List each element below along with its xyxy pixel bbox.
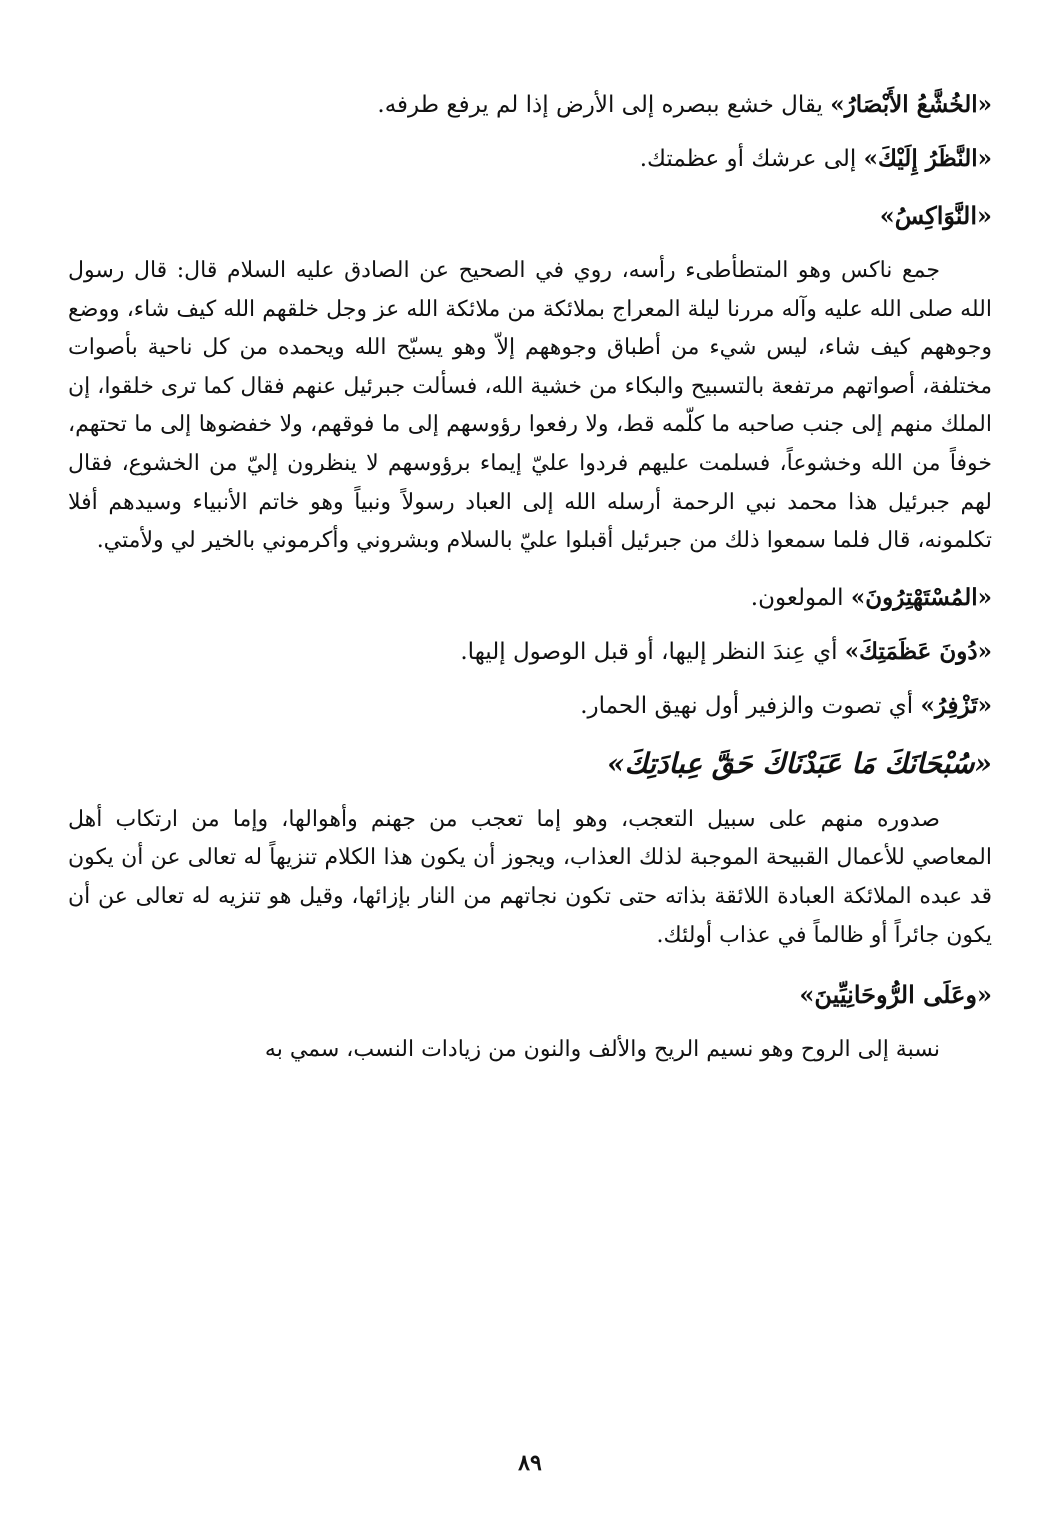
paragraph-subhanak [68, 801, 992, 955]
entry-term: «المُسْتَهْتِرُونَ» [850, 583, 992, 611]
entry-text: المولعون. [750, 584, 851, 611]
heading-nawakis: «النَّوَاكِسُ» [879, 201, 992, 230]
paragraph-nawakis [68, 252, 992, 561]
paragraph-ruhaniyyin [68, 1031, 992, 1070]
entry-term: «دُونَ عَظَمَتِكَ» [844, 637, 992, 665]
paragraph-text: جمع ناكس وهو المتطأطىء رأسه، روي في الصحيح عن الصادق عليه السلام قال: قال رسول الله صلى الله عليه وآله مررنا ليلة المعراج بملائكة من ملائكة الله عز وجل خلقهم الله كيف شاء، ووضع وجوههم كيف شاء، ليس شيء من أطباق وجوههم إلاّ وهو يسبّح الله ويحمده من كل ناحية بأصوات مختلفة، أصواتهم مرتفعة بالتسبيح والبكاء من خشية الله، فسألت جبرئيل عنهم فقال كما ترى خلقوا، إن الملك منهم إلى جنب صاحبه ما كلّمه قط، ولا رفعوا رؤوسهم إلى ما فوقهم، ولا خفضوها إلى ما تحتهم، خوفاً من الله وخشوعاً، فسلمت عليهم فردوا عليّ إيماء برؤوسهم لا ينظرون إليّ من الخشوع، فقال لهم جبرئيل هذا محمد نبي الرحمة أرسله الله إلى العباد رسولاً ونبياً وهو خاتم الأنبياء وسيدهم أفلا تكلمونه، قال فلما سمعوا ذلك من جبرئيل أقبلوا عليّ بالسلام وبشروني وأكرموني بالخير لي ولأمتي. [68, 258, 992, 554]
entry-text: أي عِندَ النظر إليها، أو قبل الوصول إليها. [460, 638, 845, 665]
heading-ruhaniyyin: «وعَلَى الرُّوحَانِيِّينَ» [799, 980, 992, 1010]
page-number: ٨٩ [518, 1450, 542, 1476]
entry-term: «تَزْفِرُ» [920, 691, 992, 719]
entry-khushsha [68, 78, 992, 132]
paragraph-text: نسبة إلى الروح وهو نسيم الريح والألف والنون من زيادات النسب، سمي به [264, 1037, 940, 1063]
entry-term: «النَّظَرُ إِلَيْكَ» [863, 145, 992, 172]
paragraph-text: صدوره منهم على سبيل التعجب، وهو إما تعجب من جهنم وأهوالها، وإما من ارتكاب أهل المعاصي للأعمال القبيحة الموجبة لذلك العذاب، ويجوز أن يكون هذا الكلام تنزيهاً له تعالى عن أن يكون قد عبده الملائكة العبادة اللائقة بذاته حتى تكون نجاتهم من النار بإزائها، وقيل هو تنزيه له تعالى عن أن يكون جائراً أو ظالماً في عذاب أولئك. [68, 806, 992, 948]
page-body [68, 78, 992, 1080]
entry-text: إلى عرشك أو عظمتك. [639, 146, 864, 172]
entry-term: «الخُشَّعُ الأَبْصَارُ» [830, 91, 992, 118]
entry-text: يقال خشع ببصره إلى الأرض إذا لم يرفع طرفه. [377, 92, 831, 118]
entry-nazar [68, 132, 992, 186]
entry-text: أي تصوت والزفير أول نهيق الحمار. [580, 692, 921, 719]
entry-mustahtirun [68, 571, 992, 625]
entry-tazfir [68, 679, 992, 733]
heading-subhanak: «سُبْحَانَكَ مَا عَبَدْنَاكَ حَقَّ عِبادَتِكَ» [607, 746, 992, 780]
entry-duna-azamatik [68, 625, 992, 679]
